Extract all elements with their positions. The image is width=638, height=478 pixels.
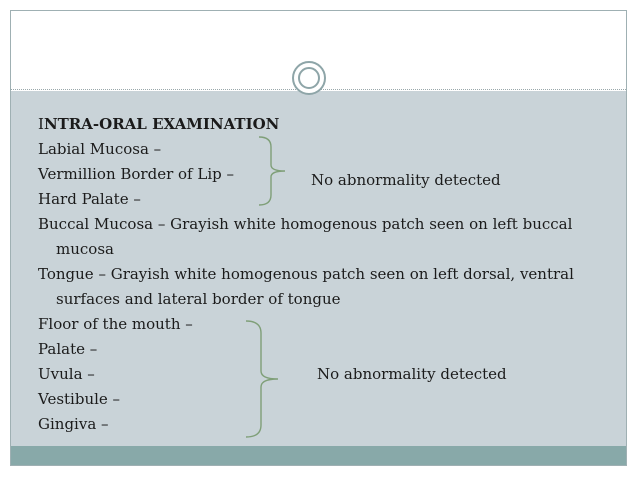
footer-band xyxy=(11,446,626,465)
circle-ornament-icon xyxy=(292,61,326,95)
right-brace-lower-icon xyxy=(244,317,289,441)
group-note-upper: No abnormality detected xyxy=(311,171,501,189)
section-heading xyxy=(38,112,608,137)
line-gingiva: Gingiva – xyxy=(38,415,109,433)
line-buccal-mucosa-cont: mucosa xyxy=(56,240,114,258)
line-uvula: Uvula – xyxy=(38,365,95,383)
line-floor-of-mouth: Floor of the mouth – xyxy=(38,315,193,333)
line-hard-palate: Hard Palate – xyxy=(38,190,141,208)
line-labial-mucosa: Labial Mucosa – xyxy=(38,140,162,158)
line-vermillion-border: Vermillion Border of Lip – xyxy=(38,165,234,183)
line-tongue: Tongue – Grayish white homogenous patch seen on left dorsal, ventral xyxy=(38,265,574,283)
examination-text xyxy=(38,112,608,437)
line-buccal-mucosa: Buccal Mucosa – Grayish white homogenous patch seen on left buccal xyxy=(38,215,573,233)
line-tongue-cont: surfaces and lateral border of tongue xyxy=(56,290,341,308)
line-palate: Palate – xyxy=(38,340,98,358)
line-vestibule: Vestibule – xyxy=(38,390,121,408)
right-brace-upper-icon xyxy=(255,133,295,209)
heading-first-letter: I xyxy=(38,115,44,133)
heading-rest: NTRA-ORAL EXAMINATION xyxy=(43,115,280,133)
group-note-lower: No abnormality detected xyxy=(317,365,507,383)
